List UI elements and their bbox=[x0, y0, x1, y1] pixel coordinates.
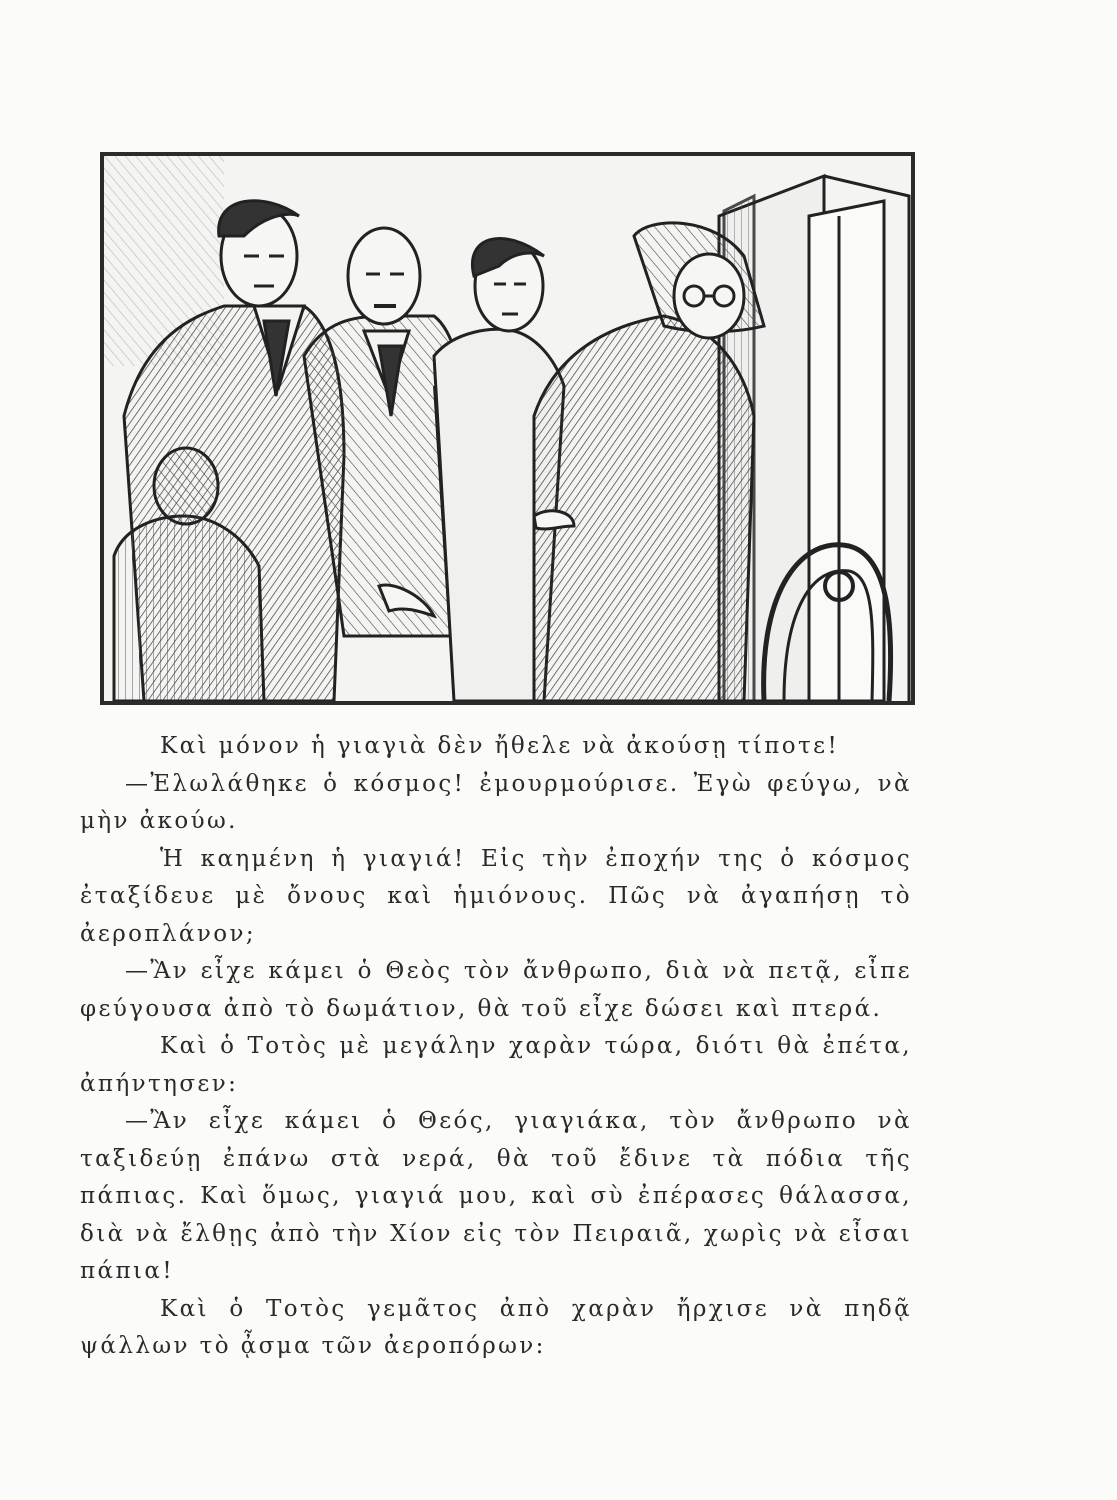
paragraph-duck-feet: —Ἂν εἶχε κάμει ὁ Θεός, γιαγιάκα, τὸν ἄνθρωπο νὰ ταξιδεύῃ ἐπάνω στὰ νερά, θὰ τοῦ ἔδινε τὰ πόδια τῆς πάπιας. Καὶ ὅμως, γιαγιά μου, καὶ σὺ ἐπέρασες θάλασσα, διὰ νὰ ἔλθῃς ἀπὸ τὴν Χίον εἰς τὸν Πειραιᾶ, χωρὶς νὰ εἶσαι πάπια! bbox=[80, 1108, 912, 1284]
illustration bbox=[100, 152, 915, 705]
paragraph-totos-answer: Καὶ ὁ Τοτὸς μὲ μεγάλην χαρὰν τώρα, διότι θὰ ἐπέτα, ἀπήντησεν: bbox=[80, 1033, 912, 1097]
book-illustration-icon bbox=[104, 156, 911, 701]
paragraph-world-mad: —Ἐλωλάθηκε ὁ κόσμος! ἐμουρμούρισε. Ἐγὼ φεύγω, νὰ μὴν ἀκούω. bbox=[80, 770, 912, 834]
paragraph-poor-grandmother: Ἡ καημένη ἡ γιαγιά! Εἰς τὴν ἐποχήν της ὁ κόσμος ἐταξίδευε μὲ ὄνους καὶ ἡμιόνους. Πῶς νὰ ἀγαπήσῃ τὸ ἀεροπλάνον; bbox=[80, 845, 912, 947]
paragraph-song: Καὶ ὁ Τοτὸς γεμᾶτος ἀπὸ χαρὰν ἤρχισε νὰ πηδᾷ ψάλλων τὸ ᾆσμα τῶν ἀεροπόρων: bbox=[80, 1295, 912, 1359]
paragraph-god-wings: —Ἂν εἶχε κάμει ὁ Θεὸς τὸν ἄνθρωπο, διὰ νὰ πετᾷ, εἶπε φεύγουσα ἀπὸ τὸ δωμάτιον, θὰ τοῦ εἶχε δώσει καὶ πτερά. bbox=[80, 958, 912, 1022]
story-text bbox=[80, 728, 912, 1366]
paragraph-grandmother: Καὶ μόνον ἡ γιαγιὰ δὲν ἤθελε νὰ ἀκούσῃ τίποτε! bbox=[160, 733, 840, 759]
